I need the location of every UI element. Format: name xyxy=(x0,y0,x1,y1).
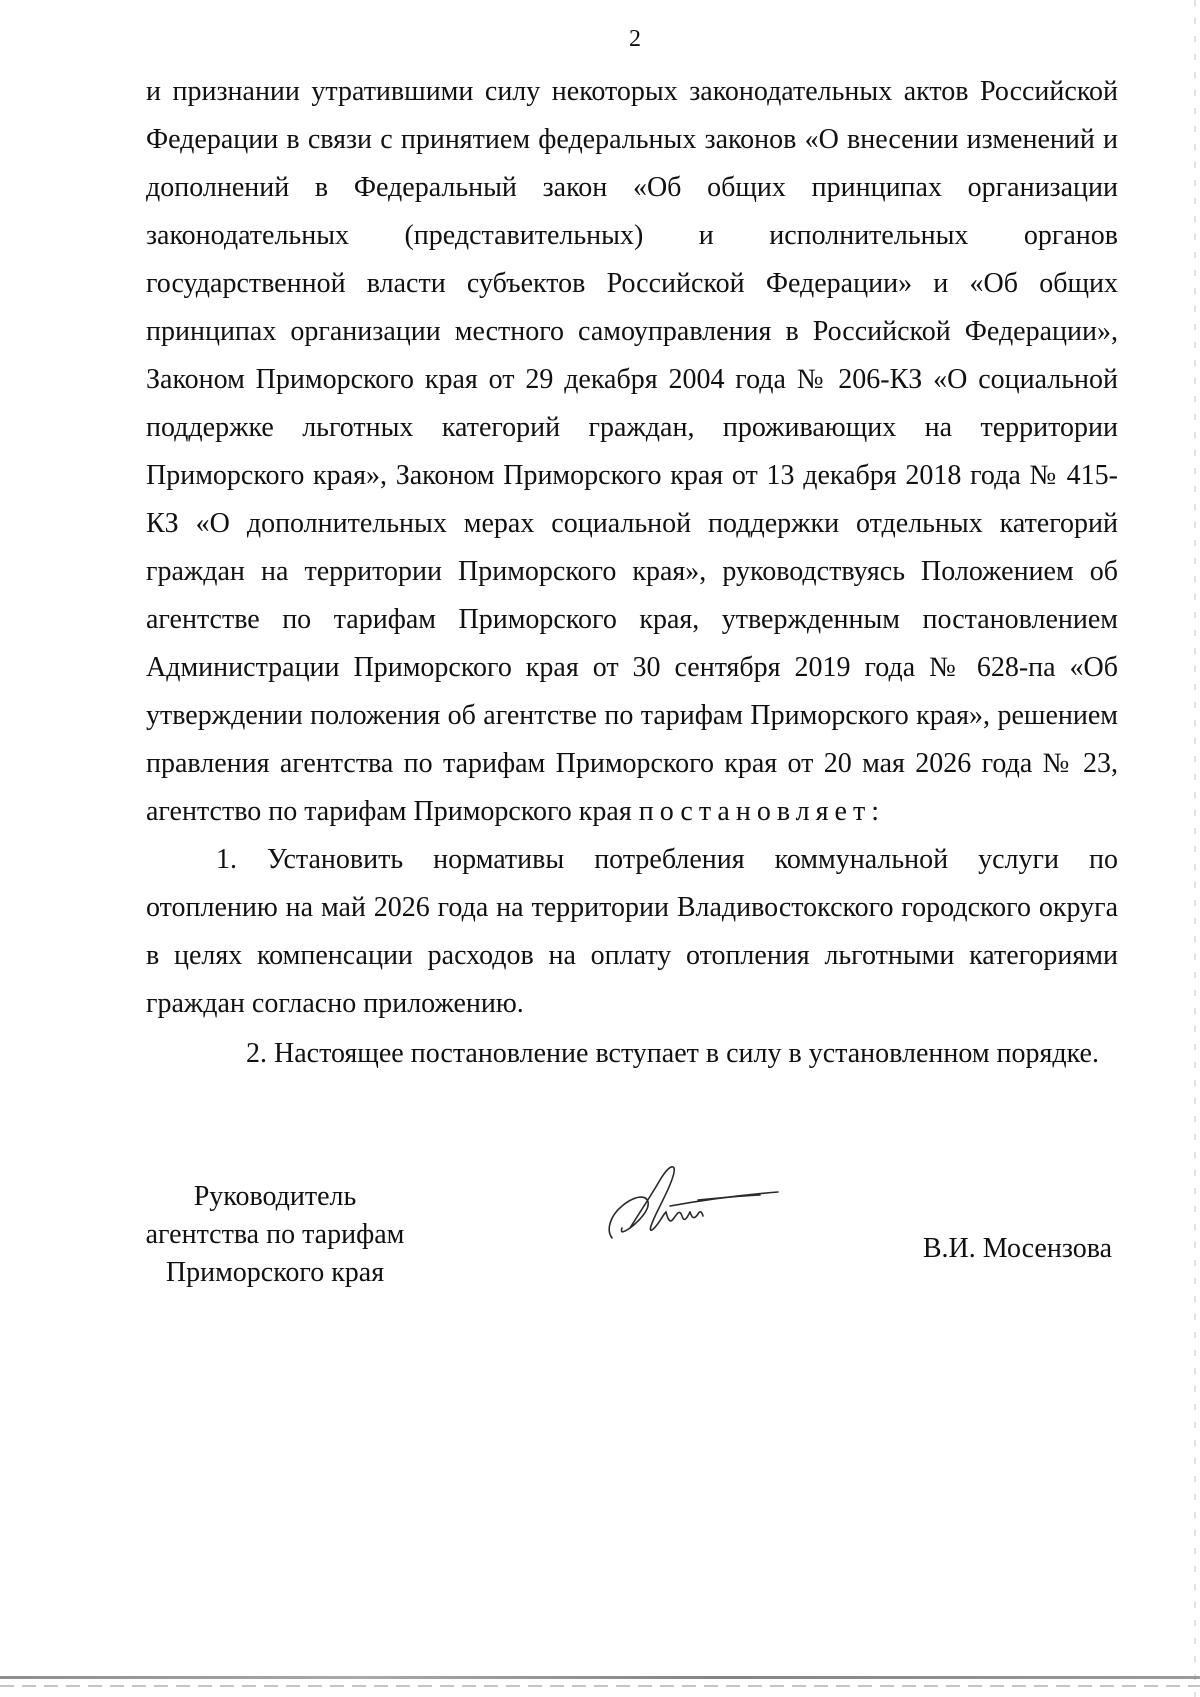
position-line-3: Приморского края xyxy=(165,1257,385,1288)
signer-name: В.И. Мосензова xyxy=(922,1233,1112,1264)
position-line-1: Руководитель xyxy=(193,1181,357,1212)
document-body xyxy=(146,68,1118,1078)
page-number: 2 xyxy=(629,26,641,52)
resolution-item-1: 1. Установить нормативы потребления коммунальной услуги по отоплению на май 2026 года на территории Владивостокского городского округа в целях компенсации расходов на оплату отопления льготными категориями граждан согласно приложению. xyxy=(146,844,1118,1019)
handwritten-signature xyxy=(600,1150,790,1250)
preamble-text: и признании утратившими силу некоторых законодательных актов Российской Федерации в связи с принятием федеральных законов «О внесении изменений и дополнений в Федеральный закон «Об общих принципах организации законодательных (представительных) и исполнительных органов государственной власти субъектов Российской Федерации» и «Об общих принципах организации местного самоуправления в Российской Федерации», Законом Приморского края от 29 декабря 2004 года № 206-КЗ «О социальной поддержке льготных категорий граждан, проживающих на территории Приморского края», Законом Приморского края от 13 декабря 2018 года № 415- КЗ «О дополнительных мерах социальной поддержки отдельных категорий граждан на территории Приморского края», руководствуясь Положением об агентстве по тарифам Приморского края, утвержденным постановлением Администрации Приморского края от 30 сентября 2019 года № 628-па «Об утверждении положения об агентстве по тарифам Приморского края», решением правления агентства по тарифам Приморского края от 20 мая 2026 года № 23, агентство по тарифам Приморского края xyxy=(146,76,1118,827)
scan-edge-bottom xyxy=(0,1676,1200,1679)
scan-edge-right xyxy=(1194,0,1196,1697)
preamble-paragraph xyxy=(146,68,1118,836)
scan-edge-bottom-secondary xyxy=(0,1685,1200,1687)
resolution-item-2: 2. Настоящее постановление вступает в силу в установленном порядке. xyxy=(246,1038,1099,1069)
position-line-2: агентства по тарифам xyxy=(145,1219,405,1250)
signatory-position xyxy=(140,1178,410,1292)
resolution-verb: постановляет: xyxy=(638,796,885,827)
